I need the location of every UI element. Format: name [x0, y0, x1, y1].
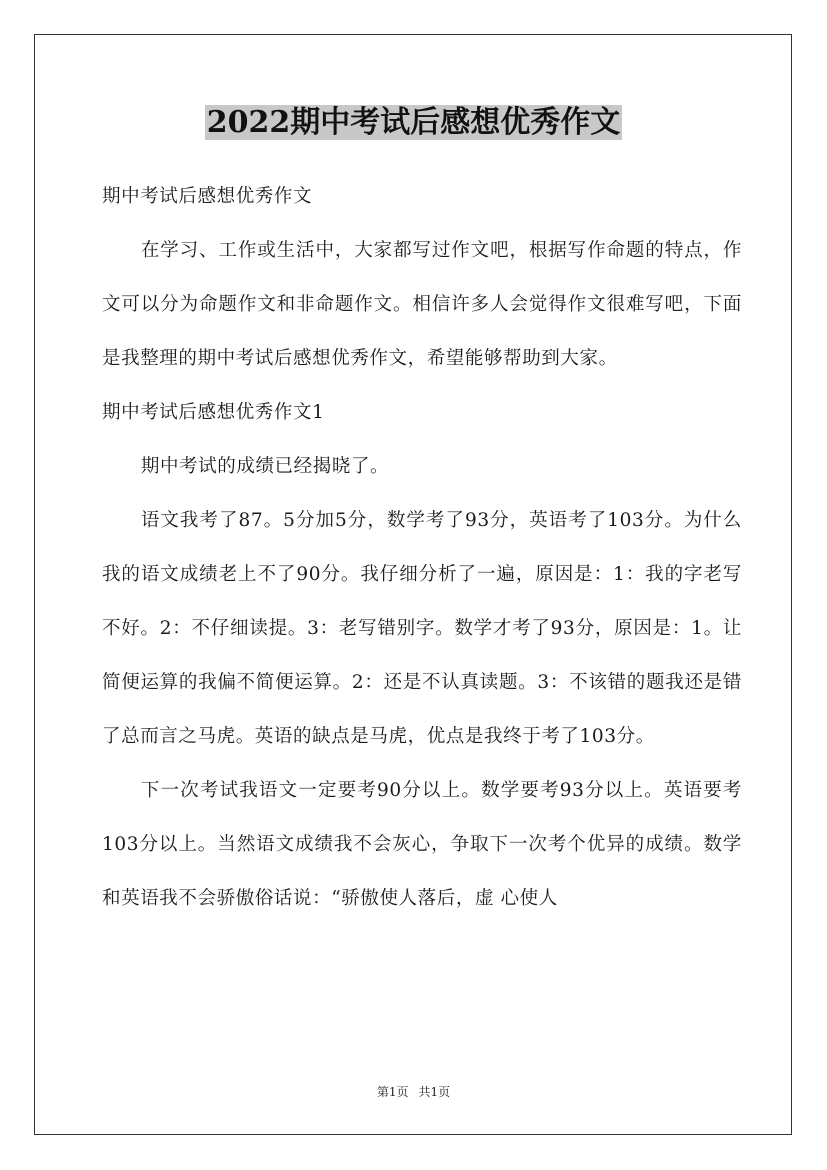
essay-heading: 期中考试后感想优秀作文1 — [102, 402, 325, 423]
page-footer — [0, 1083, 827, 1100]
document-title-text: 2022期中考试后感想优秀作文 — [206, 105, 621, 140]
body-paragraph: 下一次考试我语文一定要考90分以上。数学要考93分以上。英语要考103分以上。当然语文成绩我不会灰心，争取下一次考个优异的成绩。数学和英语我不会骄傲俗话说：“骄傲使人落后，虚 心使人 — [102, 780, 742, 909]
body-paragraph: 语文我考了87。5分加5分，数学考了93分，英语考了103分。为什么我的语文成绩老上不了90分。我仔细分析了一遍，原因是：1：我的字老写不好。2：不仔细读提。3：老写错别字。数学才考了93分，原因是：1。让简便运算的我偏不简便运算。2：还是不认真读题。3：不该错的题我还是错了总而言之马虎。英语的缺点是马虎，优点是我终于考了103分。 — [102, 510, 742, 747]
section-heading: 期中考试后感想优秀作文 — [102, 186, 313, 207]
page-total: 共1页 — [418, 1085, 451, 1099]
document-title — [0, 100, 827, 146]
document-body — [102, 170, 742, 926]
page-number: 第1页 — [376, 1085, 409, 1099]
intro-paragraph: 在学习、工作或生活中，大家都写过作文吧，根据写作命题的特点，作文可以分为命题作文和非命题作文。相信许多人会觉得作文很难写吧，下面是我整理的期中考试后感想优秀作文，希望能够帮助到大家。 — [102, 240, 742, 369]
body-paragraph: 期中考试的成绩已经揭晓了。 — [140, 456, 390, 477]
